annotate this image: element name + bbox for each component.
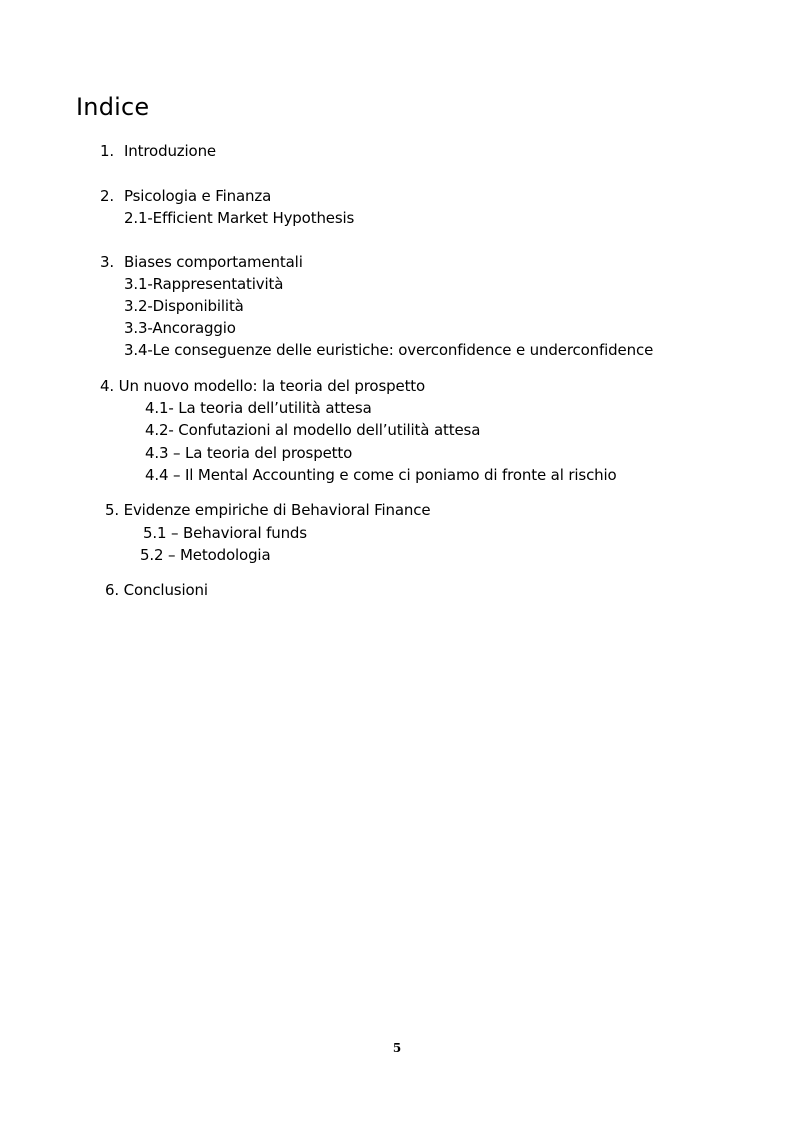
toc-item-1 (100, 141, 216, 161)
toc-item-3 (100, 252, 303, 272)
toc-item-label: Biases comportamentali (124, 253, 303, 271)
toc-subitem-5-2: 5.2 – Metodologia (140, 546, 271, 564)
toc-item-6: 6. Conclusioni (105, 581, 208, 599)
page-number: 5 (392, 1041, 402, 1055)
toc-item-label: Psicologia e Finanza (124, 187, 272, 205)
toc-item-4: 4. Un nuovo modello: la teoria del prospetto (100, 377, 426, 395)
toc-subitem-3-1: 3.1-Rappresentatività (124, 275, 284, 293)
toc-subitem-3-2: 3.2-Disponibilità (124, 297, 244, 315)
toc-subitem-4-4: 4.4 – Il Mental Accounting e come ci poniamo di fronte al rischio (145, 466, 617, 484)
toc-subitem-5-1: 5.1 – Behavioral funds (143, 524, 307, 542)
toc-subitem-3-3: 3.3-Ancoraggio (124, 319, 236, 337)
toc-item-2 (100, 186, 271, 206)
toc-subitem-4-2: 4.2- Confutazioni al modello dell’utilità attesa (145, 421, 481, 439)
toc-subitem-4-1: 4.1- La teoria dell’utilità attesa (145, 399, 372, 417)
toc-subitem-2-1: 2.1-Efficient Market Hypothesis (124, 209, 355, 227)
toc-subitem-3-4: 3.4-Le conseguenze delle euristiche: overconfidence e underconfidence (124, 341, 654, 359)
toc-item-number: 3. (100, 253, 115, 271)
toc-item-label: Introduzione (124, 142, 217, 160)
toc-item-number: 2. (100, 187, 115, 205)
toc-subitem-4-3: 4.3 – La teoria del prospetto (145, 444, 353, 462)
toc-item-number: 1. (100, 142, 115, 160)
toc-item-5: 5. Evidenze empiriche di Behavioral Finance (105, 501, 431, 519)
page-title: Indice (76, 93, 150, 121)
